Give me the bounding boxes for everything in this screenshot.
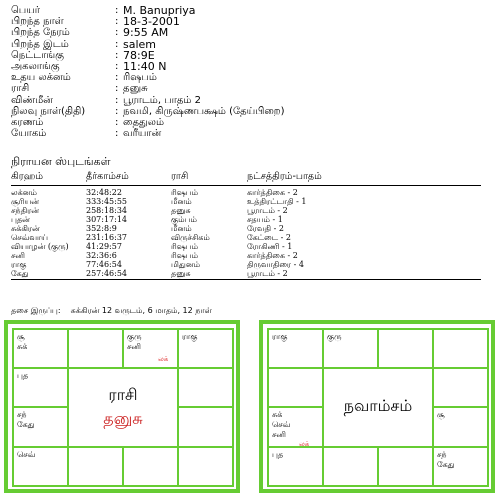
detail-separator: : — [115, 83, 119, 95]
detail-separator: : — [115, 49, 119, 61]
detail-label: விண்மீன் — [11, 94, 53, 106]
rasi-moon-sign: தனுசு — [103, 409, 143, 428]
lagna-marker: லக் — [158, 355, 169, 363]
detail-value: 9:55 AM — [123, 26, 169, 40]
navamsa-title: நவாம்சம் — [343, 396, 413, 415]
planet-longitude: 32:48:22 — [86, 188, 122, 197]
planet-rasi: மீனம் — [171, 224, 192, 233]
house-rishabam — [123, 329, 178, 368]
detail-label: பிறந்த நேரம் — [11, 27, 70, 39]
detail-row — [11, 50, 491, 61]
house-mithunam — [433, 329, 488, 368]
house-thulam — [123, 447, 178, 486]
planet-label: குரு — [127, 332, 142, 341]
detail-row — [11, 128, 491, 139]
birth-details — [11, 5, 491, 139]
table-row — [11, 224, 481, 233]
table-row — [11, 206, 481, 215]
detail-label: கரணம் — [11, 116, 44, 128]
planet-name: சனி — [11, 251, 25, 260]
detail-separator: : — [115, 105, 119, 117]
house-makaram — [13, 407, 68, 447]
house-kumbam — [268, 368, 323, 407]
planet-label: செவ் — [17, 450, 36, 459]
house-viruchigam — [68, 447, 123, 486]
table-row — [11, 251, 481, 260]
planet-longitude: 258:18:34 — [86, 206, 128, 215]
detail-value: 11:40 N — [123, 59, 167, 73]
detail-label: உதய லக்னம் — [11, 72, 71, 84]
detail-value: 18-3-2001 — [123, 15, 180, 29]
detail-row — [11, 39, 491, 50]
planet-rasi: ரிஷபம் — [171, 251, 199, 260]
planet-label: சந் — [17, 410, 27, 419]
planet-rasi: விருச்சிகம் — [171, 233, 210, 242]
detail-separator: : — [115, 116, 119, 128]
planet-nakshatra: திருவாதிரை - 4 — [247, 260, 304, 269]
planet-longitude: 231:16:37 — [86, 233, 128, 242]
planet-name: கேது — [11, 269, 86, 280]
house-kumbam — [13, 368, 68, 407]
planet-label: ராகு — [182, 332, 198, 341]
detail-label: ராசி — [11, 83, 30, 95]
detail-separator: : — [115, 94, 119, 106]
planet-name: புதன் — [11, 215, 30, 224]
house-kadagam — [178, 368, 233, 407]
planet-label: குரு — [327, 332, 342, 341]
planet-label: சந் — [437, 450, 447, 459]
detail-row — [11, 16, 491, 27]
planet-label: ராகு — [272, 332, 288, 341]
col-header-planet: கிரஹம் — [11, 171, 86, 186]
planet-rasi: மீனம் — [171, 197, 192, 206]
detail-row — [11, 72, 491, 83]
detail-row — [11, 95, 491, 106]
detail-label: நிலவு நாள்(திதி) — [11, 105, 86, 117]
col-header-nakshatra: நட்சத்திரம்-பாதம் — [247, 171, 481, 186]
planet-longitude: 257:46:54 — [86, 269, 171, 280]
planet-name: சூரியன் — [11, 197, 40, 206]
planet-label: கேது — [17, 420, 35, 429]
dasa-label: தசை இருப்பு: — [11, 306, 61, 315]
planet-label: சுக் — [17, 342, 28, 351]
detail-separator: : — [115, 60, 119, 72]
navamsa-center — [323, 368, 433, 447]
planet-label: சனி — [127, 342, 141, 351]
planet-nakshatra: ரேவதி - 2 — [247, 224, 284, 233]
house-simmam — [433, 407, 488, 447]
planet-rasi: ரிஷபம் — [171, 242, 199, 251]
planet-rasi: ரிஷபம் — [171, 188, 199, 197]
planet-nakshatra: ரோகிணி - 1 — [247, 242, 293, 251]
planet-label: கேது — [437, 460, 455, 469]
planet-nakshatra: கார்த்திகை - 2 — [247, 251, 298, 260]
detail-value: M. Banupriya — [123, 4, 196, 17]
planet-longitude: 32:36:6 — [86, 251, 117, 260]
detail-label: நெட்டாங்கு — [11, 49, 64, 61]
detail-row — [11, 27, 491, 38]
detail-row — [11, 83, 491, 94]
house-mesham — [68, 329, 123, 368]
planet-label: சனி — [272, 430, 286, 439]
house-meenam — [268, 329, 323, 368]
planet-positions-table — [11, 171, 481, 280]
planet-nakshatra: உத்திரட்டாதி - 1 — [247, 197, 307, 206]
table-row — [11, 186, 481, 198]
detail-value: 78:9E — [123, 48, 155, 62]
planet-label: புத — [272, 450, 284, 459]
planet-name: சுக்கிரன் — [11, 224, 40, 233]
planet-label: சுக் — [272, 410, 283, 419]
planet-longitude: 41:29:57 — [86, 242, 122, 251]
house-kanni — [178, 447, 233, 486]
house-mithunam — [178, 329, 233, 368]
planets-title: நிராயன ஸ்புடங்கள் — [11, 155, 111, 168]
house-dhanusu — [13, 447, 68, 486]
rasi-chart-grid — [12, 328, 234, 487]
planet-name: சந்திரன் — [11, 206, 40, 215]
table-row — [11, 242, 481, 251]
planet-nakshatra: பூராடம் - 2 — [247, 206, 288, 215]
house-dhanusu — [268, 447, 323, 486]
table-row — [11, 197, 481, 206]
rasi-chart — [4, 320, 240, 493]
planet-nakshatra: பூராடம் - 2 — [247, 269, 481, 280]
table-header-row — [11, 171, 481, 186]
house-simmam — [178, 407, 233, 447]
house-kadagam — [433, 368, 488, 407]
planet-longitude: 333:45:55 — [86, 197, 128, 206]
house-kanni — [433, 447, 488, 486]
house-mesham — [323, 329, 378, 368]
detail-value: வரீயான் — [123, 128, 162, 140]
detail-label: யோகம் — [11, 128, 47, 140]
col-header-rasi: ராசி — [171, 171, 247, 186]
detail-value: salem — [123, 37, 157, 51]
house-thulam — [378, 447, 433, 486]
planet-name: லக்னம் — [11, 188, 37, 197]
detail-row — [11, 117, 491, 128]
detail-separator: : — [115, 72, 119, 84]
planet-nakshatra: சதயம் - 1 — [247, 215, 283, 224]
rasi-title: ராசி — [108, 385, 138, 404]
planet-nakshatra: கேட்டை - 2 — [247, 233, 291, 242]
rasi-center — [68, 368, 178, 447]
planet-rasi: மிதுனம் — [171, 260, 201, 269]
table-row — [11, 260, 481, 269]
planet-rasi: கும்பம் — [171, 215, 197, 224]
table-row — [11, 269, 481, 280]
dasa-value: சுக்கிரன் 12 வருடம், 6 மாதம், 12 நாள் — [70, 306, 212, 315]
detail-value: பூராடம், பாதம் 2 — [123, 94, 201, 106]
detail-label: பிறந்த நாள் — [11, 16, 64, 28]
detail-separator: : — [115, 16, 119, 28]
detail-label: பெயர் — [11, 5, 41, 16]
planet-nakshatra: கார்த்திகை - 2 — [247, 188, 298, 197]
planet-name: வியாழன் (குரு) — [11, 242, 69, 251]
planet-rasi: தனுசு — [171, 206, 191, 215]
planet-label: சூ — [437, 410, 445, 419]
detail-label: பிறந்த இடம் — [11, 38, 69, 50]
detail-label: அகலாங்கு — [11, 60, 60, 72]
detail-value: ரிஷபம் — [123, 72, 157, 84]
col-header-longitude: தீர்காம்சம் — [86, 171, 171, 186]
detail-row — [11, 106, 491, 117]
house-makaram — [268, 407, 323, 447]
planet-rasi: தனுசு — [171, 269, 247, 280]
detail-row — [11, 5, 491, 16]
detail-value: நவமி, கிருஷ்ணபக்ஷம் (தேய்பிறை) — [123, 105, 285, 117]
planet-label: சூ — [17, 332, 25, 341]
detail-row — [11, 61, 491, 72]
planet-name: ராகு — [11, 260, 27, 269]
house-viruchigam — [323, 447, 378, 486]
planet-longitude: 307:17:14 — [86, 215, 128, 224]
detail-separator: : — [115, 27, 119, 39]
planet-name: செவ்வாய் — [11, 233, 49, 242]
planet-longitude: 352:8:9 — [86, 224, 117, 233]
detail-separator: : — [115, 128, 119, 140]
lagna-marker: லக் — [299, 440, 310, 448]
detail-separator: : — [115, 5, 119, 16]
navamsa-chart-grid — [267, 328, 489, 487]
house-meenam — [13, 329, 68, 368]
detail-value: தனுசு — [123, 83, 148, 95]
planet-label: புத — [17, 371, 29, 380]
detail-value: தைதுலம் — [123, 116, 164, 128]
detail-separator: : — [115, 38, 119, 50]
planet-label: செவ் — [272, 420, 291, 429]
house-rishabam — [378, 329, 433, 368]
planet-longitude: 77:46:54 — [86, 260, 122, 269]
table-row — [11, 233, 481, 242]
navamsa-chart — [259, 320, 495, 493]
dasa-balance — [11, 306, 212, 316]
table-row — [11, 215, 481, 224]
